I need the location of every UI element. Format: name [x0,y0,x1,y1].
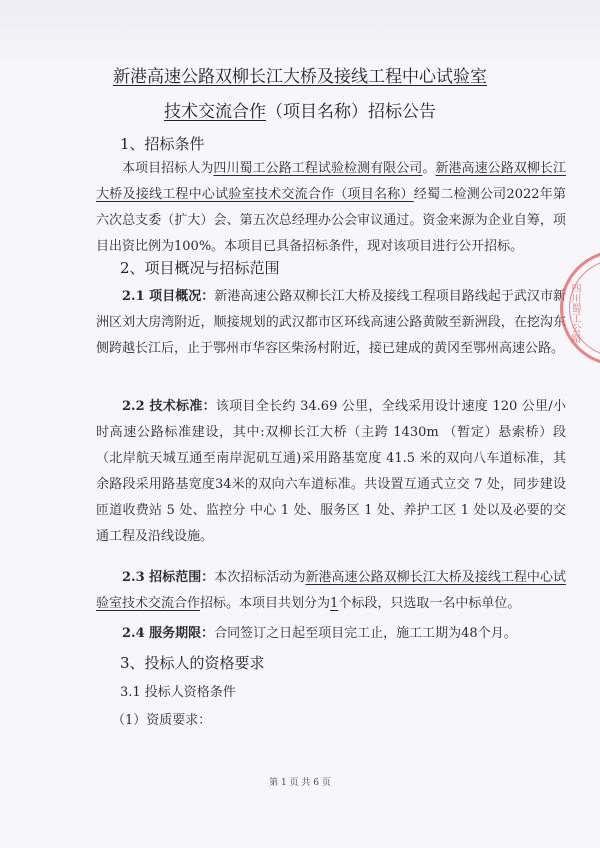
seal-text: 四川蜀工公路 [569,283,580,343]
title-underlined: 技术交流合作 [164,102,266,122]
s23-mid: 招标。本项目共划分为 [200,596,331,611]
s1-prefix: 本项目招标人为 [122,161,214,176]
s21-paragraph [96,284,566,362]
s24-label: 2.4 服务期限： [122,626,215,641]
page-footer: 第 1 页 共 6 页 [269,778,331,788]
s23-project: 新港高速公路双柳长江大桥及接线工程中心试验室技术交流合作 [96,570,566,611]
scan-top-band [0,0,600,60]
s24-text: 合同签订之日起至项目完工止，施工工期为48个月。 [214,626,517,641]
s31-1-heading: （1）资质要求： [112,713,212,728]
s1-rest: 经蜀二检测公司2022年第六次总支委（扩大）会、第五次总经理办公会审议通过。资金来源为企业自筹，项目出资比例为100%。本项目已具备招标条件，现对该项目进行公开招标。 [96,187,566,254]
s23-paragraph [96,565,566,617]
section1-heading: 1、招标条件 [120,135,205,153]
s23-count: 1 [330,596,339,611]
title-rest: （项目名称）招标公告 [266,102,436,122]
s23-prefix: 本次招标活动为 [214,570,306,585]
s24-paragraph [96,621,566,647]
section1-paragraph [96,156,566,260]
section2-heading: 2、项目概况与招标范围 [120,259,280,277]
section3-heading: 3、投标人的资格要求 [120,654,265,672]
s22-text: 该项目全长约 34.69 公里，全线采用设计速度 120 公里/小时高速公路标准建设，其中:双柳长江大桥（主跨 1430m （暂定）悬索桥）段（北岸航天城互通至南岸泥矶互通)采用路基宽度 41.5 米的双向八车道标准，其余路段采用路基宽度34米的双向六车道标准。共设置互通式立交 7 处，同步建设匝道收费站 5 处、监控分 中心 1 处、服务区 1 处、养护工区 1 处以及必要的交通工程及沿线设施。 [96,399,566,544]
s1-mid: 。 [422,161,436,176]
s21-text: 新港高速公路双柳长江大桥及接线工程项目路线起于武汉市新洲区刘大房湾附近，顺接规划的武汉都市区环线高速公路黄陂至新洲段，在挖沟东侧跨越长江后，止于鄂州市华容区柴汤村附近，接已建成的黄冈至鄂州高速公路。 [96,289,566,356]
doc-title-line2 [0,97,600,122]
s22-label: 2.2 技术标准： [122,399,216,414]
s1-project: 新港高速公路双柳长江大桥及接线工程中心试验室技术交流合作（项目名称） [96,161,566,202]
s23-rest: 个标段，只选取一名中标单位。 [338,596,521,611]
s23-label: 2.3 招标范围： [122,570,215,585]
s31-heading: 3.1 投标人资格条件 [120,685,236,700]
company-seal-stamp [560,250,600,366]
s22-paragraph [96,394,566,550]
doc-title-line1: 新港高速公路双柳长江大桥及接线工程中心试验室 [113,67,487,87]
tenderer-name: 四川蜀工公路工程试验检测有限公司 [213,161,423,176]
s21-label: 2.1 项目概况： [122,289,215,304]
